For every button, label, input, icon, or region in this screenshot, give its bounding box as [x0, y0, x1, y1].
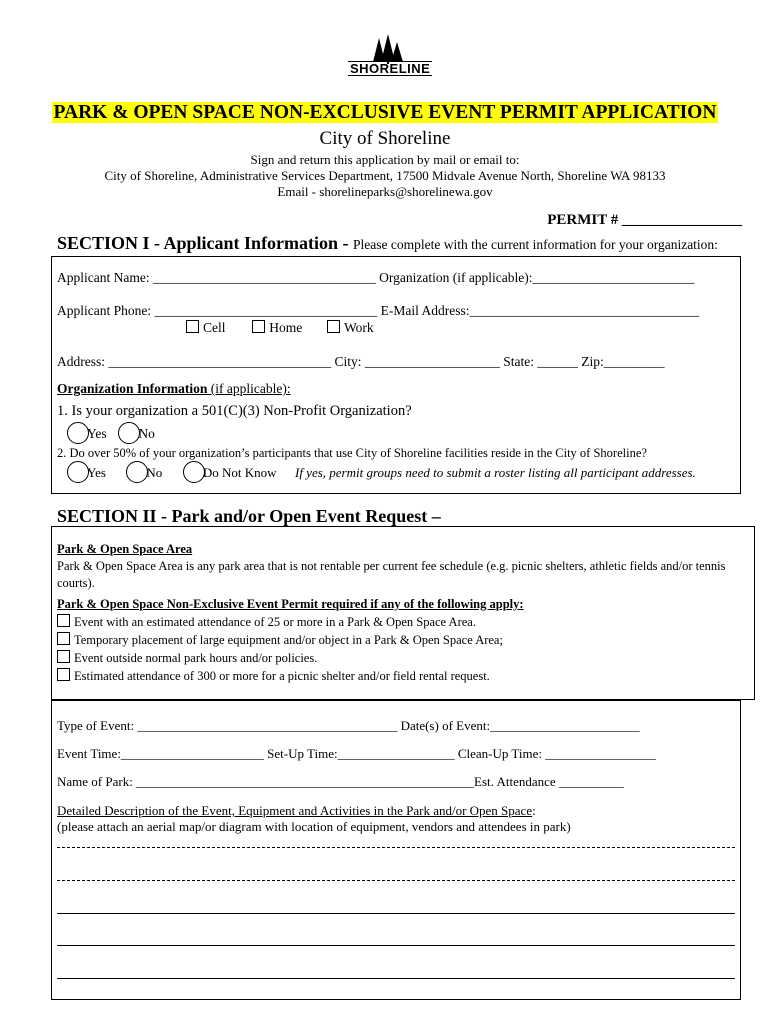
q1-no-radio[interactable]: No	[118, 426, 155, 441]
q1-yes-radio[interactable]: Yes	[67, 426, 107, 441]
area-description: Park & Open Space Area is any park area that is not rentable per current fee schedule (e.g. picnic shelters, athletic fields and/or tennis courts).	[57, 559, 726, 590]
area-title: Park & Open Space Area	[57, 542, 193, 556]
permit-number-field[interactable]: PERMIT # ________________	[547, 212, 742, 228]
shoreline-logo	[345, 34, 435, 84]
event-time-field[interactable]: Event Time:______________________ Set-Up Time:__________________ Clean-Up Time: _________________	[57, 746, 656, 761]
criteria-item[interactable]: Estimated attendance of 300 or more for a picnic shelter and/or field rental request.	[57, 667, 503, 685]
email-address: Email - shorelineparks@shorelinewa.gov	[277, 184, 493, 199]
question-1: 1. Is your organization a 501(C)(3) Non-Profit Organization?	[57, 403, 412, 419]
criteria-item[interactable]: Event with an estimated attendance of 25 or more in a Park & Open Space Area.	[57, 613, 503, 631]
criteria-item[interactable]: Temporary placement of large equipment and/or object in a Park & Open Space Area;	[57, 631, 503, 649]
mailing-address: City of Shoreline, Administrative Services Department, 17500 Midvale Avenue North, Shoreline WA 98133	[104, 168, 666, 183]
logo-text: SHORELINE	[350, 61, 431, 76]
work-checkbox[interactable]: Work	[327, 320, 374, 335]
applicant-phone-field[interactable]: Applicant Phone: _________________________________ E-Mail Address:__________________________________	[57, 303, 699, 318]
page-title: PARK & OPEN SPACE NON-EXCLUSIVE EVENT PERMIT APPLICATION	[53, 102, 717, 123]
event-request-box	[51, 700, 741, 1000]
description-line[interactable]	[57, 978, 735, 979]
q2-no-radio[interactable]: No	[126, 465, 162, 480]
description-label: Detailed Description of the Event, Equipment and Activities in the Park and/or Open Space:	[57, 803, 536, 818]
page-subtitle: City of Shoreline	[319, 128, 451, 149]
address-field[interactable]: Address: _________________________________ City: ____________________ State: ______ Zip:_________	[57, 354, 665, 369]
description-note: (please attach an aerial map/or diagram with location of equipment, vendors and attendees in park)	[57, 819, 571, 834]
description-line[interactable]	[57, 880, 735, 881]
org-info-label: Organization Information (if applicable):	[57, 381, 291, 396]
description-line[interactable]	[57, 945, 735, 946]
roster-note: If yes, permit groups need to submit a roster listing all participant addresses.	[294, 465, 696, 480]
question-1-options	[67, 422, 155, 444]
q2-yes-radio[interactable]: Yes	[67, 465, 106, 480]
description-line[interactable]	[57, 913, 735, 914]
section1-heading: SECTION I - Applicant Information - Please complete with the current information for your organization:	[57, 233, 718, 253]
criteria-item[interactable]: Event outside normal park hours and/or policies.	[57, 649, 503, 667]
home-checkbox[interactable]: Home	[252, 320, 302, 335]
name-of-park-field[interactable]: Name of Park: ____________________________________________________Est. Attendance __________	[57, 774, 624, 789]
permit-required-title: Park & Open Space Non-Exclusive Event Permit required if any of the following apply:	[57, 597, 524, 611]
phone-type-options	[186, 320, 374, 336]
tree-icon	[345, 34, 435, 64]
cell-checkbox[interactable]: Cell	[186, 320, 226, 335]
description-line[interactable]	[57, 847, 735, 848]
instructions-text: Sign and return this application by mail or email to:	[250, 152, 520, 167]
question-2: 2. Do over 50% of your organization’s participants that use City of Shoreline facilities reside in the City of Shoreline?	[57, 446, 647, 460]
q2-dont-know-radio[interactable]: Do Not Know	[183, 465, 277, 480]
criteria-list	[57, 613, 503, 685]
section2-heading: SECTION II - Park and/or Open Event Request –	[57, 506, 441, 526]
question-2-options	[67, 461, 696, 483]
type-of-event-field[interactable]: Type of Event: ________________________________________ Date(s) of Event:_______________________	[57, 718, 640, 733]
applicant-name-field[interactable]: Applicant Name: _________________________________ Organization (if applicable):________________________	[57, 270, 695, 285]
